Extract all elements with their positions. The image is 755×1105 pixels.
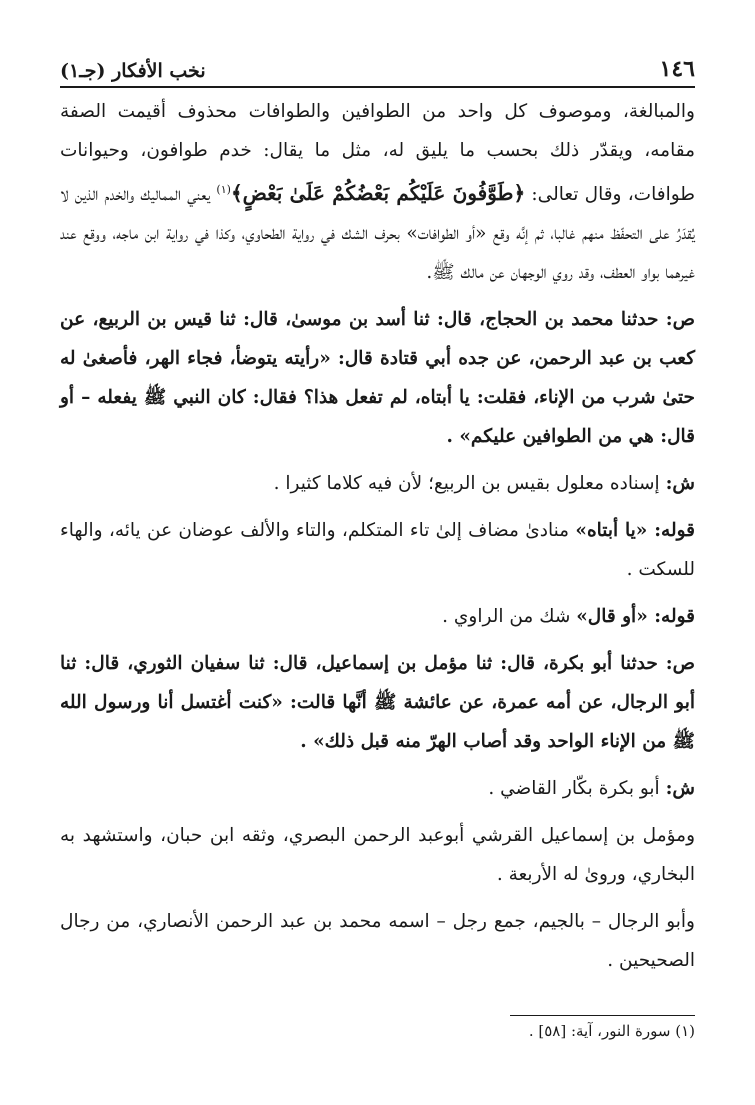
sharh-label: ش: xyxy=(665,778,695,800)
hadith-narration-2: ص: حدثنا أبو بكرة، قال: ثنا مؤمل بن إسماعيل، قال: ثنا سفيان الثوري، قال: ثنا أبو الرجال، عن أمه عمرة، عن عائشة ﷺ أنَّها قالت: «كنت أغتسل أنا ورسول الله ﷺ من الإناء الواحد وقد أصاب الهرّ منه قبل ذلك» . xyxy=(60,653,695,753)
footnote-ref: (١) xyxy=(216,183,231,196)
qawluhu-label: قوله: «يا أبتاه» xyxy=(575,520,695,542)
page-header xyxy=(60,42,695,88)
page-number: ١٤٦ xyxy=(659,56,695,82)
quran-verse: ﴿طَوَّفُونَ عَلَيْكُم بَعْضُكُمْ عَلَىٰ بَعْضٍ﴾ xyxy=(230,181,526,206)
book-title: نخب الأفكار (جـ١) xyxy=(60,60,206,82)
sharh-text: أبو بكرة بكّار القاضي . xyxy=(488,778,666,800)
qawluhu-paragraph-2 xyxy=(60,597,695,636)
narrator-paragraph-1: ومؤمل بن إسماعيل القرشي أبوعبد الرحمن البصري، وثقه ابن حبان، واستشهد به البخاري، وروىٰ له الأربعة . xyxy=(60,825,695,886)
qawluhu-text: شك من الراوي . xyxy=(442,606,577,628)
sharh-paragraph-1 xyxy=(60,464,695,503)
sharh-label: ش: xyxy=(665,473,695,495)
footnote: (١) سورة النور، آية: [٥٨] . xyxy=(528,1022,695,1040)
qawluhu-text: منادىٰ مضاف إلىٰ تاء المتكلم، والتاء والألف عوضان عن يائه، والهاء للسكت . xyxy=(60,520,695,581)
page-body xyxy=(60,92,695,980)
commentary-text: والمبالغة، وموصوف كل واحد من الطوافين والطوافات محذوف أقيمت الصفة مقامه، ويقدّر ذلك بحسب ما يليق له، مثل ما يقال: خدم طوافون، وحيوانات طوافات، وقال تعالى: xyxy=(60,101,695,206)
hadith-narration-1: ص: حدثنا محمد بن الحجاج، قال: ثنا أسد بن موسىٰ، قال: ثنا قيس بن الربيع، عن كعب بن عبد الرحمن، عن جده أبي قتادة قال: «رأيته يتوضأ، فجاء الهر، فأصغىٰ له حتىٰ شرب من الإناء، فقلت: يا أبتاه، لم تفعل هذا؟ فقال: كان النبي ﷺ يفعله – أو قال: هي من الطوافين عليكم» . xyxy=(60,309,696,448)
commentary-paragraph xyxy=(60,92,695,292)
qawluhu-paragraph-1 xyxy=(60,511,695,589)
qawluhu-label: قوله: «أو قال» xyxy=(576,606,695,628)
narrator-paragraph-2: وأبو الرجال – بالجيم، جمع رجل – اسمه محمد بن عبد الرحمن الأنصاري، من رجال الصحيحين . xyxy=(60,911,695,972)
footnote-divider xyxy=(510,1015,695,1016)
sharh-text: إسناده معلول بقيس بن الربيع؛ لأن فيه كلاما كثيرا . xyxy=(273,473,666,495)
sharh-paragraph-2 xyxy=(60,769,695,808)
commentary-text-cont: يعني المماليك والخدم الذين لا يُقدَرُ على التحفّظ منهم غالبا، ثم إنَّه وقع «أو الطوافات» بحرف الشك في رواية الطحاوي، وكذا في رواية ابن ماجه، ووقع عند غيرهما بواو العطف، وقد روي الوجهان عن مالك ﷺ. xyxy=(60,184,695,284)
